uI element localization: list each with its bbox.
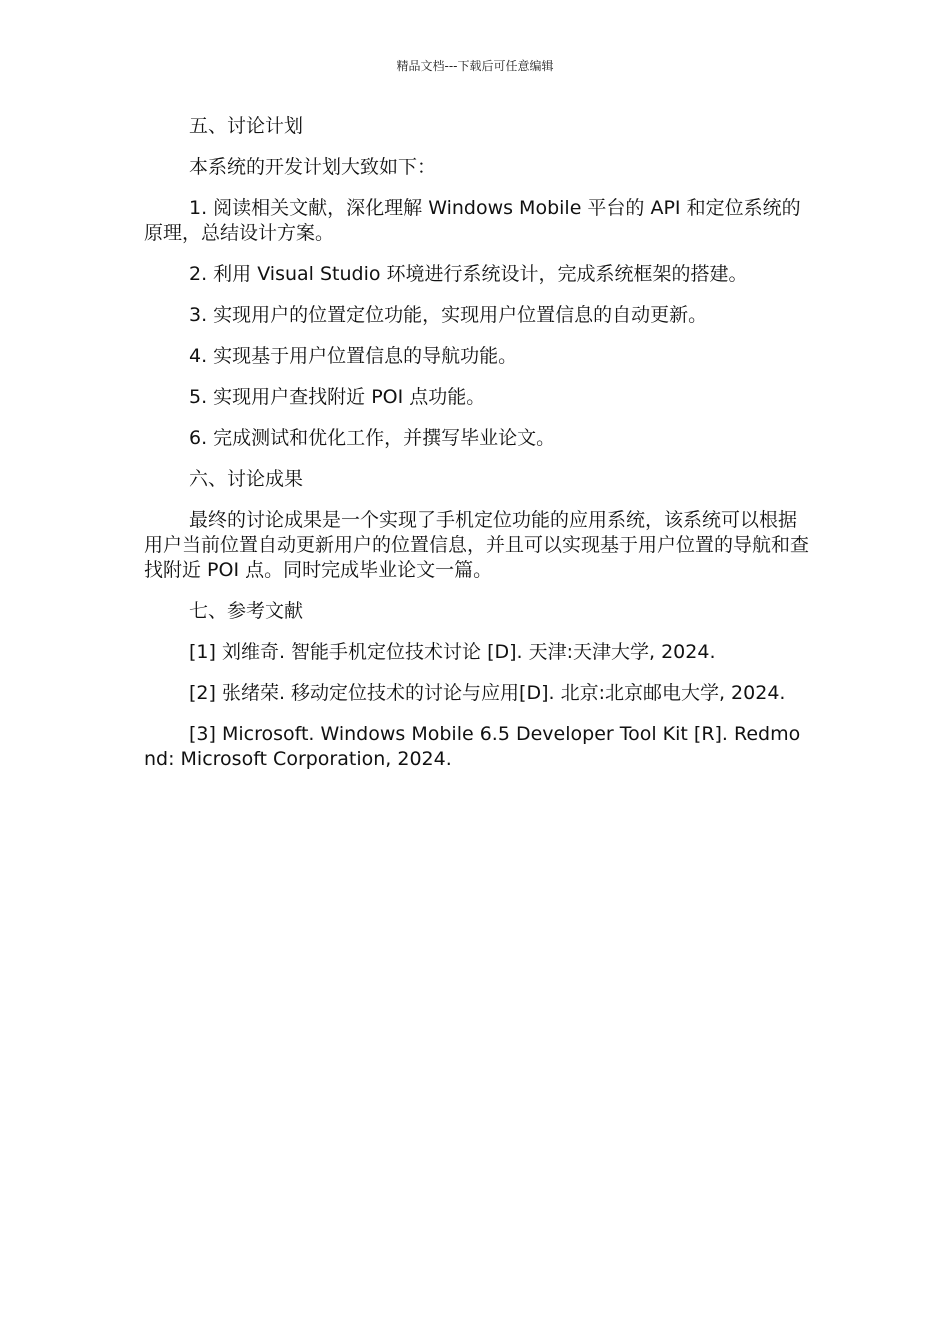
plan-item-4: 4. 实现基于用户位置信息的导航功能。 — [189, 345, 518, 367]
section-heading-results: 六、讨论成果 — [189, 468, 304, 490]
document-body — [144, 114, 810, 788]
plan-item-1: 1. 阅读相关文献，深化理解 Windows Mobile 平台的 API 和定位系统的原理，总结设计方案。 — [144, 197, 801, 244]
reference-item-2: [2] 张绪荣. 移动定位技术的讨论与应用[D]. 北京:北京邮电大学, 2024. — [189, 682, 786, 704]
section-heading-plan: 五、讨论计划 — [189, 115, 304, 137]
page-header — [0, 58, 950, 74]
reference-item-3: [3] Microsoft. Windows Mobile 6.5 Developer Tool Kit [R]. Redmond: Microsoft Corporation, 2024. — [144, 723, 801, 770]
plan-intro: 本系统的开发计划大致如下： — [189, 156, 437, 178]
header-watermark-text: 精品文档---下载后可任意编辑 — [396, 59, 554, 73]
results-paragraph: 最终的讨论成果是一个实现了手机定位功能的应用系统，该系统可以根据用户当前位置自动更新用户的位置信息，并且可以实现基于用户位置的导航和查找附近 POI 点。同时完成毕业论文一篇。 — [144, 509, 810, 581]
plan-item-5: 5. 实现用户查找附近 POI 点功能。 — [189, 386, 486, 408]
plan-item-6: 6. 完成测试和优化工作，并撰写毕业论文。 — [189, 427, 556, 449]
reference-item-1: [1] 刘维奇. 智能手机定位技术讨论 [D]. 天津:天津大学, 2024. — [189, 641, 716, 663]
section-heading-references: 七、参考文献 — [189, 600, 304, 622]
plan-item-3: 3. 实现用户的位置定位功能，实现用户位置信息的自动更新。 — [189, 304, 708, 326]
plan-item-2: 2. 利用 Visual Studio 环境进行系统设计，完成系统框架的搭建。 — [189, 263, 748, 285]
